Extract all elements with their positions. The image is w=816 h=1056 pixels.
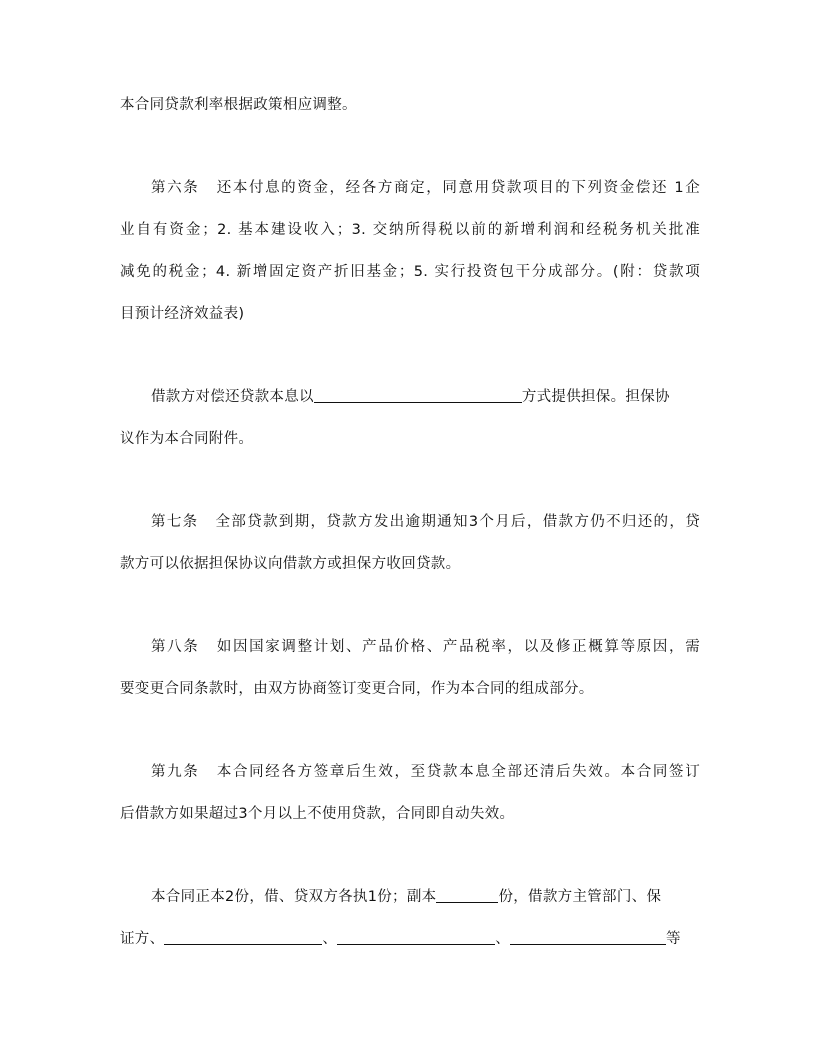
copy-holder-blank-2[interactable]	[337, 928, 495, 945]
copy-holder-blank-3[interactable]	[510, 928, 666, 945]
copy-count-blank[interactable]	[436, 886, 498, 903]
text-line: 份，借款方主管部门、保	[498, 889, 662, 905]
article-number: 第六条	[151, 180, 200, 196]
text-line: 如因国家调整计划、产品价格、产品税率，以及修正概算等原因，需	[215, 639, 701, 655]
article-6-line-3	[120, 259, 700, 285]
text-line: 议作为本合同附件。	[120, 431, 254, 447]
text-line: 本合同正本2份，借、贷双方各执1份；副本	[151, 889, 437, 905]
text-line: 等	[666, 931, 681, 947]
text-line: 业自有资金；2. 基本建设收入；3. 交纳所得税以前的新增利润和经税务机关批准	[120, 222, 700, 238]
article-8-line-2	[120, 676, 700, 702]
article-6-line-2	[120, 217, 700, 243]
article-8-line-1	[151, 634, 700, 660]
text-line: 本合同经各方签章后生效，至贷款本息全部还清后失效。本合同签订	[215, 764, 701, 780]
article-9-line-2	[120, 801, 700, 827]
article-6-line-1	[151, 175, 700, 201]
text-line: 方式提供担保。担保协	[521, 389, 670, 405]
separator: 、	[495, 931, 511, 947]
text-line: 全部贷款到期，贷款方发出逾期通知3个月后，借款方仍不归还的，贷	[214, 514, 700, 530]
text-line: 借款方对偿还贷款本息以	[151, 389, 314, 405]
text-line: 款方可以依据担保协议向借款方或担保方收回贷款。	[120, 556, 461, 572]
article-7-line-2	[120, 551, 700, 577]
guarantee-line-1	[151, 384, 700, 410]
text-line: 证方、	[120, 931, 165, 947]
text-line: 减免的税金；4. 新增固定资产折旧基金；5. 实行投资包干分成部分。(附：贷款项	[120, 264, 700, 280]
guarantee-line-2	[120, 426, 700, 452]
text-line: 要变更合同条款时，由双方协商签订变更合同，作为本合同的组成部分。	[120, 681, 594, 697]
article-6-line-4	[120, 301, 700, 327]
text-line: 目预计经济效益表)	[120, 306, 245, 322]
text-line: 还本付息的资金，经各方商定，同意用贷款项目的下列资金偿还 1企	[215, 180, 700, 196]
article-7-line-1	[151, 509, 700, 535]
copy-holder-blank-1[interactable]	[164, 928, 322, 945]
text-line: 本合同贷款利率根据政策相应调整。	[120, 97, 357, 113]
separator: 、	[322, 931, 338, 947]
text-line: 后借款方如果超过3个月以上不使用贷款，合同即自动失效。	[120, 806, 515, 822]
paragraph-interest-rate	[120, 92, 700, 118]
article-number: 第七条	[151, 514, 199, 530]
guarantee-method-blank[interactable]	[314, 386, 522, 403]
article-number: 第九条	[151, 764, 200, 780]
copies-line-1	[151, 884, 700, 910]
copies-line-2	[120, 926, 700, 952]
article-9-line-1	[151, 759, 700, 785]
article-number: 第八条	[151, 639, 200, 655]
